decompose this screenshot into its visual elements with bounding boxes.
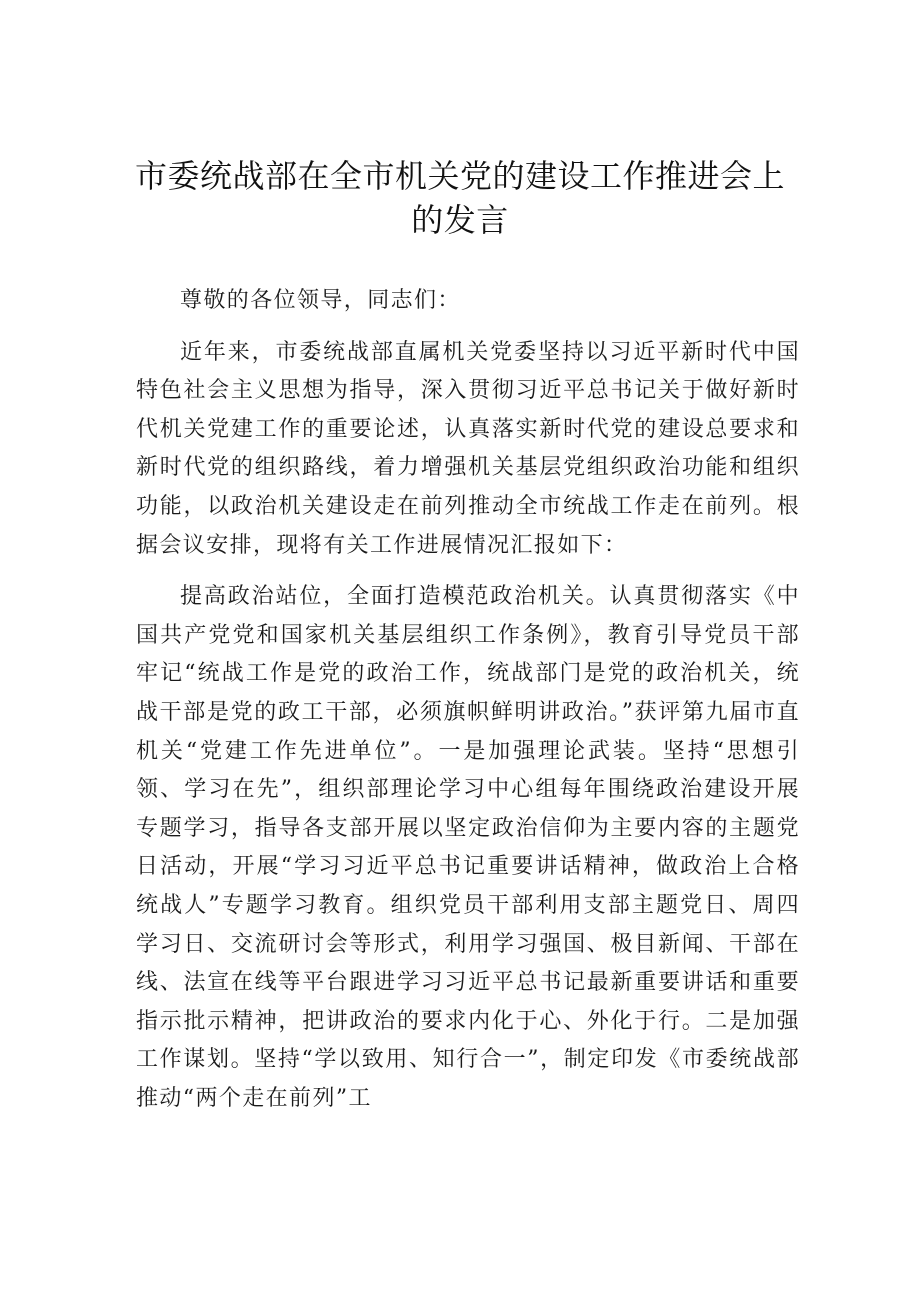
- document-body: [136, 282, 800, 1118]
- paragraph-political-standing: 提高政治站位，全面打造模范政治机关。认真贯彻落实《中国共产党党和国家机关基层组织工作条例》，教育引导党员干部牢记“统战工作是党的政治工作，统战部门是党的政治机关，统战干部是党的政工干部，必须旗帜鲜明讲政治。”获评第九届市直机关“党建工作先进单位”。一是加强理论武装。坚持“思想引领、学习在先”，组织部理论学习中心组每年围绕政治建设开展专题学习，指导各支部开展以坚定政治信仰为主要内容的主题党日活动，开展“学习习近平总书记重要讲话精神，做政治上合格统战人”专题学习教育。组织党员干部利用支部主题党日、周四学习日、交流研讨会等形式，利用学习强国、极目新闻、干部在线、法宣在线等平台跟进学习习近平总书记最新重要讲话和重要指示批示精神，把讲政治的要求内化于心、外化于行。二是加强工作谋划。坚持“学以致用、知行合一”，制定印发《市委统战部推动“两个走在前列”工: [136, 584, 800, 1111]
- paragraph-intro: 近年来，市委统战部直属机关党委坚持以习近平新时代中国特色社会主义思想为指导，深入贯彻习近平总书记关于做好新时代机关党建工作的重要论述，认真落实新时代党的建设总要求和新时代党的组织路线，着力增强机关基层党组织政治功能和组织功能，以政治机关建设走在前列推动全市统战工作走在前列。根据会议安排，现将有关工作进展情况汇报如下：: [136, 339, 800, 558]
- document-title: [120, 154, 800, 242]
- title-line-1: 市委统战部在全市机关党的建设工作推进会上: [134, 157, 785, 195]
- salutation: 尊敬的各位领导，同志们：: [180, 288, 461, 313]
- title-line-2: 的发言: [411, 201, 509, 239]
